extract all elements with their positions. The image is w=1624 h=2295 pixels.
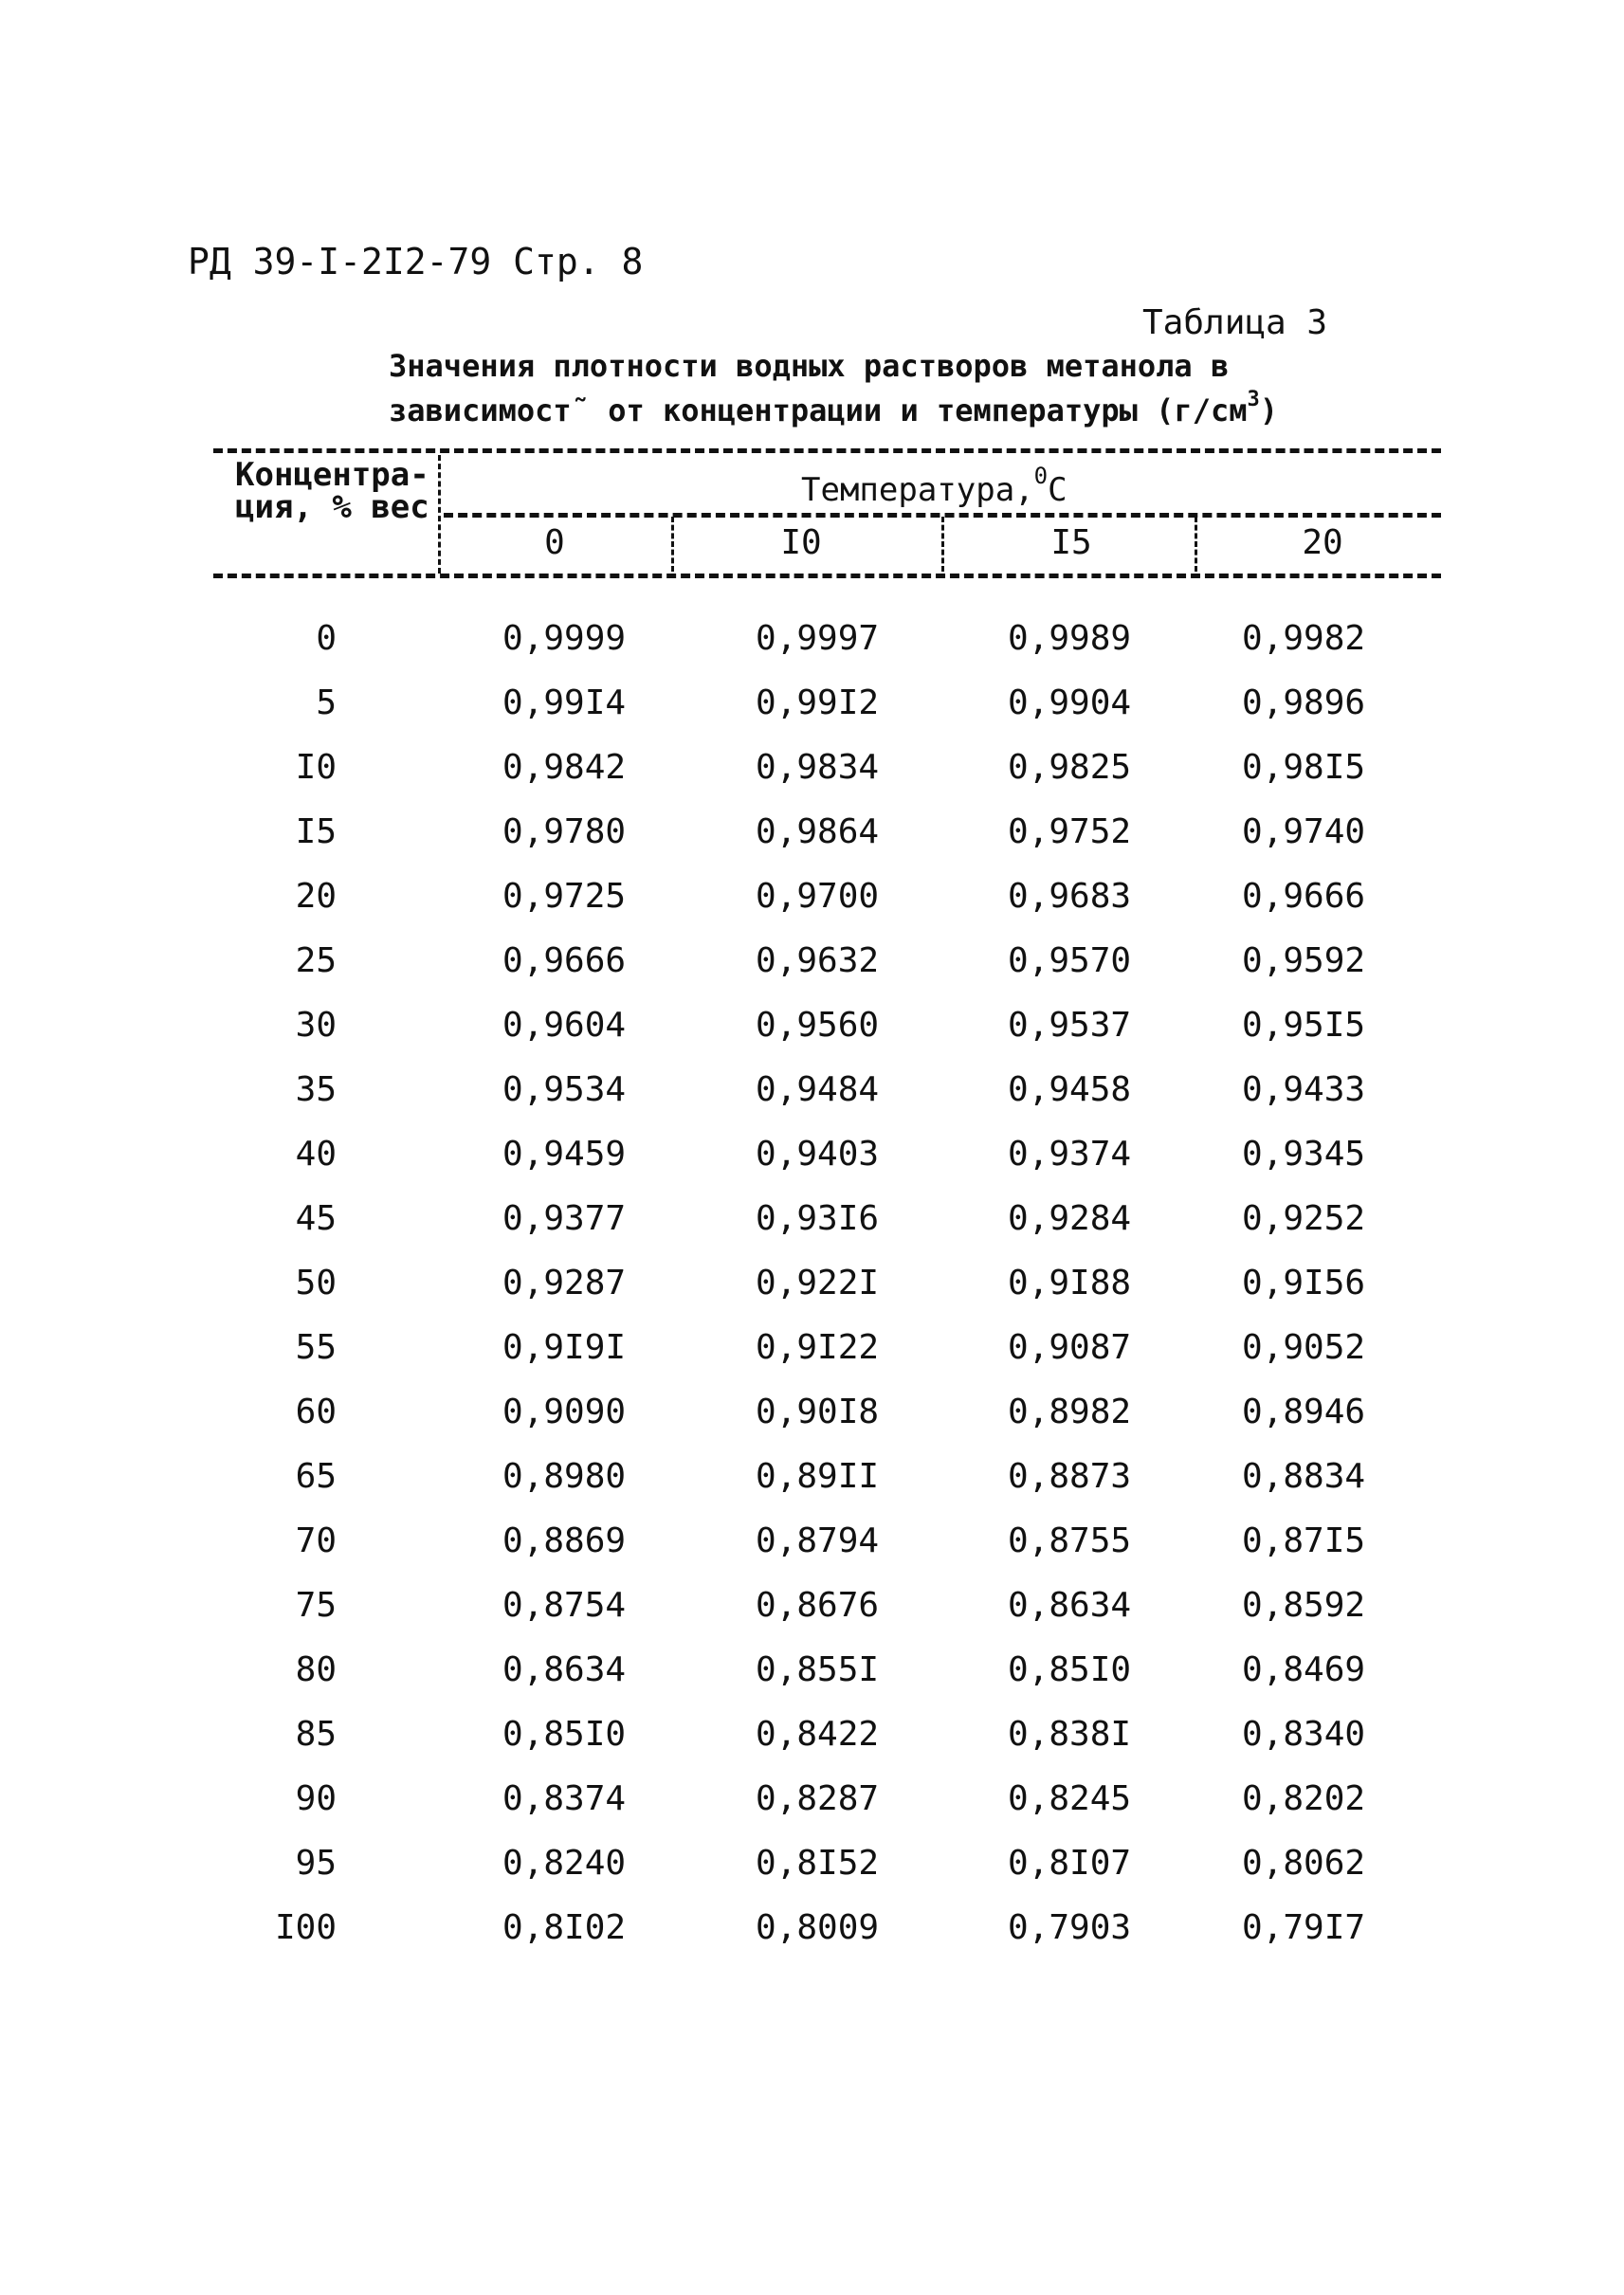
density-cell-15c: 0,9284 [1008, 1199, 1132, 1238]
density-cell-10c: 0,93I6 [756, 1199, 880, 1238]
density-cell-20c: 0,9592 [1242, 941, 1366, 980]
density-cell-0c: 0,9287 [502, 1264, 627, 1302]
temperature-unit: С [1048, 471, 1067, 509]
table-row [0, 747, 1624, 811]
temperature-header-label: Температура, [801, 471, 1034, 509]
density-cell-15c: 0,9989 [1008, 619, 1132, 658]
density-cell-20c: 0,9252 [1242, 1199, 1366, 1238]
density-cell-20c: 0,87I5 [1242, 1521, 1366, 1560]
density-cell-0c: 0,9459 [502, 1135, 627, 1174]
header-bottom-rule [213, 574, 1441, 578]
density-cell-10c: 0,8422 [756, 1715, 880, 1754]
density-cell-20c: 0,95I5 [1242, 1006, 1366, 1045]
density-cell-10c: 0,89II [756, 1457, 880, 1496]
density-cell-15c: 0,9825 [1008, 748, 1132, 787]
density-cell-0c: 0,9666 [502, 941, 627, 980]
density-cell-0c: 0,9604 [502, 1006, 627, 1045]
density-cell-0c: 0,8754 [502, 1586, 627, 1625]
concentration-cell: I0 [295, 748, 337, 787]
density-cell-0c: 0,9377 [502, 1199, 627, 1238]
temperature-degree-sup: 0 [1033, 463, 1049, 489]
page-header: РД 39-I-2I2-79 Стр. 8 [188, 241, 644, 282]
table-row [0, 683, 1624, 747]
concentration-cell: 80 [295, 1650, 337, 1689]
header-divider-conc [438, 455, 441, 574]
density-cell-15c: 0,9570 [1008, 941, 1132, 980]
density-cell-0c: 0,8634 [502, 1650, 627, 1689]
concentration-cell: 75 [295, 1586, 337, 1625]
density-cell-0c: 0,85I0 [502, 1715, 627, 1754]
density-cell-20c: 0,9052 [1242, 1328, 1366, 1367]
density-cell-15c: 0,9I88 [1008, 1264, 1132, 1302]
density-cell-15c: 0,8755 [1008, 1521, 1132, 1560]
density-cell-20c: 0,8834 [1242, 1457, 1366, 1496]
table-row [0, 1005, 1624, 1069]
density-cell-15c: 0,838I [1008, 1715, 1132, 1754]
density-cell-0c: 0,9I9I [502, 1328, 627, 1367]
concentration-cell: I5 [295, 812, 337, 851]
density-cell-0c: 0,8240 [502, 1844, 627, 1883]
table-row [0, 1521, 1624, 1585]
density-cell-20c: 0,8340 [1242, 1715, 1366, 1754]
density-cell-20c: 0,9345 [1242, 1135, 1366, 1174]
concentration-cell: I00 [274, 1908, 337, 1947]
table-row [0, 618, 1624, 683]
density-cell-0c: 0,8980 [502, 1457, 627, 1496]
density-cell-10c: 0,922I [756, 1264, 880, 1302]
table-row [0, 1069, 1624, 1134]
density-cell-10c: 0,855I [756, 1650, 880, 1689]
density-cell-15c: 0,9904 [1008, 683, 1132, 722]
concentration-cell: 85 [295, 1715, 337, 1754]
concentration-cell: 90 [295, 1779, 337, 1818]
header-divider-col2 [941, 517, 944, 572]
concentration-cell: 5 [316, 683, 337, 722]
concentration-cell: 25 [295, 941, 337, 980]
concentration-cell: 45 [295, 1199, 337, 1238]
density-cell-0c: 0,8869 [502, 1521, 627, 1560]
density-cell-10c: 0,9484 [756, 1070, 880, 1109]
table-row [0, 1843, 1624, 1907]
concentration-cell: 65 [295, 1457, 337, 1496]
concentration-header-line-1: Концентра- [235, 456, 429, 494]
density-cell-0c: 0,8I02 [502, 1908, 627, 1947]
density-cell-10c: 0,9632 [756, 941, 880, 980]
density-cell-20c: 0,79I7 [1242, 1908, 1366, 1947]
column-header-20: 20 [1302, 523, 1343, 562]
density-cell-15c: 0,7903 [1008, 1908, 1132, 1947]
caption-line-2: зависимост˜ от концентрации и температуры (г/см [389, 392, 1248, 428]
table-row [0, 1649, 1624, 1714]
table-top-rule [213, 448, 1441, 453]
density-cell-10c: 0,8676 [756, 1586, 880, 1625]
density-cell-0c: 0,9090 [502, 1393, 627, 1431]
density-cell-20c: 0,9982 [1242, 619, 1366, 658]
concentration-cell: 0 [316, 619, 337, 658]
density-cell-0c: 0,9842 [502, 748, 627, 787]
density-cell-0c: 0,8374 [502, 1779, 627, 1818]
table-row [0, 1585, 1624, 1649]
density-cell-10c: 0,9560 [756, 1006, 880, 1045]
table-row [0, 1134, 1624, 1198]
density-cell-20c: 0,9I56 [1242, 1264, 1366, 1302]
concentration-cell: 55 [295, 1328, 337, 1367]
density-cell-15c: 0,9683 [1008, 877, 1132, 916]
density-cell-15c: 0,9458 [1008, 1070, 1132, 1109]
density-cell-0c: 0,9534 [502, 1070, 627, 1109]
density-cell-0c: 0,9725 [502, 877, 627, 916]
concentration-cell: 70 [295, 1521, 337, 1560]
concentration-cell: 60 [295, 1393, 337, 1431]
concentration-cell: 95 [295, 1844, 337, 1883]
density-cell-10c: 0,9700 [756, 877, 880, 916]
density-cell-10c: 0,90I8 [756, 1393, 880, 1431]
density-cell-0c: 0,9780 [502, 812, 627, 851]
density-cell-20c: 0,8469 [1242, 1650, 1366, 1689]
table-number: Таблица 3 [1142, 303, 1328, 342]
density-cell-20c: 0,9433 [1242, 1070, 1366, 1109]
density-cell-10c: 0,9403 [756, 1135, 880, 1174]
concentration-cell: 50 [295, 1264, 337, 1302]
density-cell-20c: 0,8946 [1242, 1393, 1366, 1431]
density-cell-15c: 0,8873 [1008, 1457, 1132, 1496]
density-cell-20c: 0,9666 [1242, 877, 1366, 916]
header-divider-col3 [1195, 517, 1197, 572]
concentration-header [235, 456, 429, 526]
density-cell-20c: 0,9896 [1242, 683, 1366, 722]
density-cell-0c: 0,99I4 [502, 683, 627, 722]
density-cell-15c: 0,8982 [1008, 1393, 1132, 1431]
density-cell-20c: 0,8062 [1242, 1844, 1366, 1883]
density-cell-10c: 0,8794 [756, 1521, 880, 1560]
concentration-header-line-2: ция, % вес [235, 488, 429, 526]
density-cell-10c: 0,8I52 [756, 1844, 880, 1883]
density-cell-20c: 0,9740 [1242, 812, 1366, 851]
density-cell-15c: 0,8I07 [1008, 1844, 1132, 1883]
table-row [0, 1456, 1624, 1521]
concentration-cell: 30 [295, 1006, 337, 1045]
density-cell-0c: 0,9999 [502, 619, 627, 658]
density-cell-15c: 0,9752 [1008, 812, 1132, 851]
table-row [0, 1263, 1624, 1327]
table-row [0, 1198, 1624, 1263]
table-row [0, 1907, 1624, 1972]
density-cell-15c: 0,9374 [1008, 1135, 1132, 1174]
temperature-header [801, 463, 1067, 509]
density-cell-20c: 0,8202 [1242, 1779, 1366, 1818]
density-cell-20c: 0,8592 [1242, 1586, 1366, 1625]
density-cell-15c: 0,8245 [1008, 1779, 1132, 1818]
table-caption [389, 349, 1278, 428]
density-cell-20c: 0,98I5 [1242, 748, 1366, 787]
table-row [0, 1327, 1624, 1392]
table-row [0, 1392, 1624, 1456]
table-row [0, 876, 1624, 940]
density-cell-15c: 0,9537 [1008, 1006, 1132, 1045]
column-header-0: 0 [544, 523, 565, 562]
density-cell-10c: 0,9I22 [756, 1328, 880, 1367]
density-cell-10c: 0,9864 [756, 812, 880, 851]
concentration-cell: 20 [295, 877, 337, 916]
density-cell-10c: 0,8009 [756, 1908, 880, 1947]
caption-superscript: 3 [1247, 388, 1260, 411]
table-row [0, 1714, 1624, 1778]
table-row [0, 811, 1624, 876]
density-cell-10c: 0,8287 [756, 1779, 880, 1818]
table-row [0, 940, 1624, 1005]
header-divider-col1 [671, 517, 674, 572]
density-cell-15c: 0,85I0 [1008, 1650, 1132, 1689]
density-cell-15c: 0,8634 [1008, 1586, 1132, 1625]
density-cell-10c: 0,9997 [756, 619, 880, 658]
column-header-15: I5 [1050, 523, 1092, 562]
density-cell-10c: 0,9834 [756, 748, 880, 787]
column-header-10: I0 [780, 523, 822, 562]
caption-close-paren: ) [1259, 392, 1278, 428]
table-body [0, 618, 1624, 1972]
density-cell-15c: 0,9087 [1008, 1328, 1132, 1367]
concentration-cell: 35 [295, 1070, 337, 1109]
table-row [0, 1778, 1624, 1843]
caption-line-1: Значения плотности водных растворов метанола в [389, 348, 1230, 384]
concentration-cell: 40 [295, 1135, 337, 1174]
density-cell-10c: 0,99I2 [756, 683, 880, 722]
